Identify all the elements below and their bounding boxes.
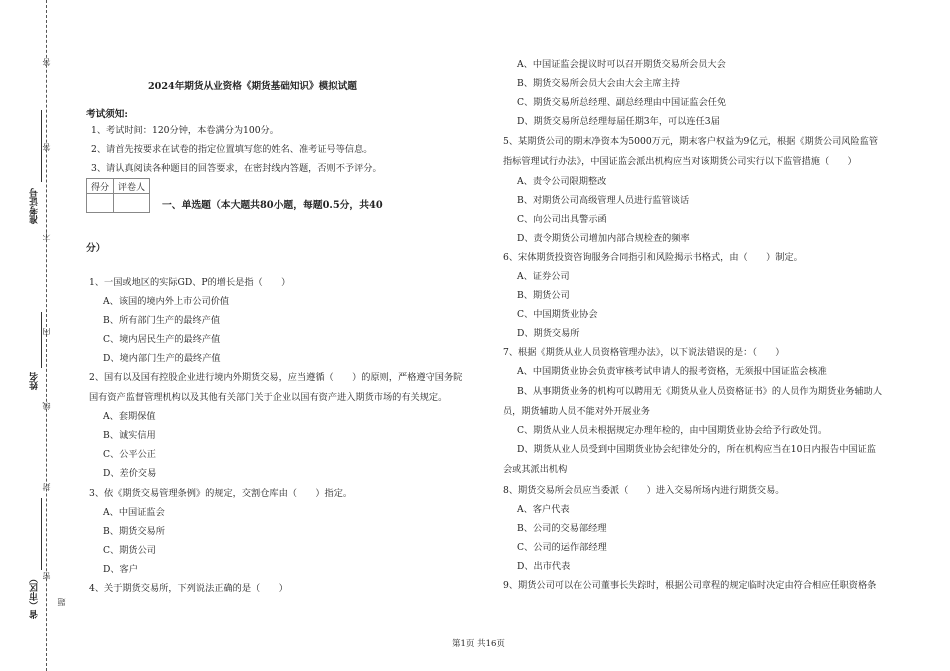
question-text: 9、期货公司可以在公司董事长失踪时，根据公司章程的规定临时决定由符合相应任职资格条 bbox=[503, 580, 877, 591]
question-text: 1、一国或地区的实际GD、P的增长是指（ ） bbox=[89, 277, 291, 288]
answer-option: D、差价交易 bbox=[103, 468, 157, 479]
question-text: 6、宋体期货投资咨询服务合同指引和风险揭示书格式，由（ ）制定。 bbox=[503, 252, 803, 263]
question-text: 3、依《期货交易管理条例》的规定，交割仓库由（ ）指定。 bbox=[89, 488, 353, 499]
admission-number-line bbox=[41, 110, 42, 182]
grader-cell bbox=[114, 194, 150, 213]
name-label: 姓名 bbox=[30, 372, 40, 390]
answer-option: D、客户 bbox=[103, 564, 138, 575]
binding-mark: 不 bbox=[42, 232, 51, 240]
answer-option: C、期货公司 bbox=[103, 545, 156, 556]
notice-item: 2、请首先按要求在试卷的指定位置填写您的姓名、准考证号等信息。 bbox=[91, 144, 373, 155]
answer-option: C、期货交易所总经理、副总经理由中国证监会任免 bbox=[517, 97, 727, 108]
binding-mark: 封 bbox=[42, 483, 51, 491]
score-header: 得分 bbox=[87, 179, 114, 194]
notice-heading: 考试须知: bbox=[86, 109, 128, 120]
answer-option: A、证券公司 bbox=[517, 271, 570, 282]
answer-option: A、中国期货业协会负责审核考试申请人的报考资格，无须报中国证监会核准 bbox=[517, 366, 827, 377]
question-text: 2、国有以及国有控股企业进行境内外期货交易，应当遵循（ ）的原则，严格遵守国务院 bbox=[89, 372, 463, 383]
region-line bbox=[41, 498, 42, 570]
answer-option: B、诚实信用 bbox=[103, 430, 156, 441]
question-text: 7、根据《期货从业人员资格管理办法》，以下说法错误的是：（ ） bbox=[503, 347, 785, 358]
answer-option: B、期货公司 bbox=[517, 290, 570, 301]
admission-number-label: 准考证号 bbox=[30, 188, 40, 224]
answer-option: D、期货交易所 bbox=[517, 328, 580, 339]
answer-option: D、境内部门生产的最终产值 bbox=[103, 353, 221, 364]
answer-option: B、所有部门生产的最终产值 bbox=[103, 315, 221, 326]
score-cell bbox=[87, 194, 114, 213]
page-footer: 第1页 共16页 bbox=[452, 639, 505, 649]
question-text: 4、关于期货交易所，下列说法正确的是（ ） bbox=[89, 583, 288, 594]
answer-option: A、套期保值 bbox=[103, 411, 156, 422]
section-title: 一、单选题（本大题共80小题，每题0.5分，共40 bbox=[162, 200, 383, 211]
question-text: 5、某期货公司的期末净资本为5000万元，期末客户权益为9亿元，根据《期货公司风险监管 bbox=[503, 136, 879, 147]
answer-option: A、责令公司限期整改 bbox=[517, 176, 607, 187]
binding-mark: 内 bbox=[42, 328, 51, 336]
question-text: 8、期货交易所会员应当委派（ ）进入交易所场内进行期货交易。 bbox=[503, 485, 785, 496]
binding-mark: 答 bbox=[42, 143, 51, 151]
answer-option: C、向公司出具警示函 bbox=[517, 214, 607, 225]
name-line bbox=[41, 312, 42, 368]
answer-option: B、对期货公司高级管理人员进行监管谈话 bbox=[517, 195, 690, 206]
question-text: 指标管理试行办法》，中国证监会派出机构应当对该期货公司实行以下监管措施（ ） bbox=[503, 156, 857, 167]
binding-mark: 答 bbox=[42, 58, 51, 66]
answer-option: D、期货交易所总经理每届任期3年，可以连任3届 bbox=[517, 116, 720, 127]
answer-option: A、客户代表 bbox=[517, 504, 570, 515]
answer-option: A、中国证监会提议时可以召开期货交易所会员大会 bbox=[517, 59, 726, 70]
answer-option: C、公平公正 bbox=[103, 449, 156, 460]
section-title-continued: 分） bbox=[86, 243, 106, 254]
region-label: 省（市区） bbox=[30, 574, 40, 619]
notice-item: 1、考试时间：120分钟，本卷满分为100分。 bbox=[91, 125, 279, 136]
binding-mark: 线 bbox=[42, 402, 51, 410]
answer-option: B、公司的交易部经理 bbox=[517, 523, 607, 534]
answer-option: C、期货从业人员未根据规定办理年检的，由中国期货业协会给予行政处罚。 bbox=[517, 425, 828, 436]
binding-mark: 题 bbox=[57, 598, 66, 606]
score-table bbox=[86, 178, 150, 213]
answer-option: A、中国证监会 bbox=[103, 507, 165, 518]
answer-option: B、期货交易所会员大会由大会主席主持 bbox=[517, 78, 680, 89]
answer-option: D、出市代表 bbox=[517, 561, 571, 572]
answer-option: 会或其派出机构 bbox=[503, 464, 568, 475]
answer-option: 员，期货辅助人员不能对外开展业务 bbox=[503, 406, 650, 417]
question-text: 国有资产监督管理机构以及其他有关部门关于企业以国有资产进入期货市场的有关规定。 bbox=[89, 392, 448, 403]
answer-option: C、中国期货业协会 bbox=[517, 309, 598, 320]
answer-option: B、从事期货业务的机构可以聘用无《期货从业人员资格证书》的人员作为期货业务辅助人 bbox=[517, 386, 883, 397]
answer-option: D、责令期货公司增加内部合规检查的频率 bbox=[517, 233, 690, 244]
answer-option: C、境内居民生产的最终产值 bbox=[103, 334, 221, 345]
answer-option: D、期货从业人员受到中国期货业协会纪律处分的，所在机构应当在10日内报告中国证监 bbox=[517, 444, 876, 455]
answer-option: B、期货交易所 bbox=[103, 526, 165, 537]
document-title: 2024年期货从业资格《期货基础知识》模拟试题 bbox=[148, 81, 357, 92]
answer-option: A、该国的境内外上市公司价值 bbox=[103, 296, 230, 307]
notice-item: 3、请认真阅读各种题目的回答要求，在密封线内答题，否则不予评分。 bbox=[91, 163, 382, 174]
answer-option: C、公司的运作部经理 bbox=[517, 542, 607, 553]
binding-mark: 密 bbox=[42, 572, 51, 580]
grader-header: 评卷人 bbox=[114, 179, 150, 194]
